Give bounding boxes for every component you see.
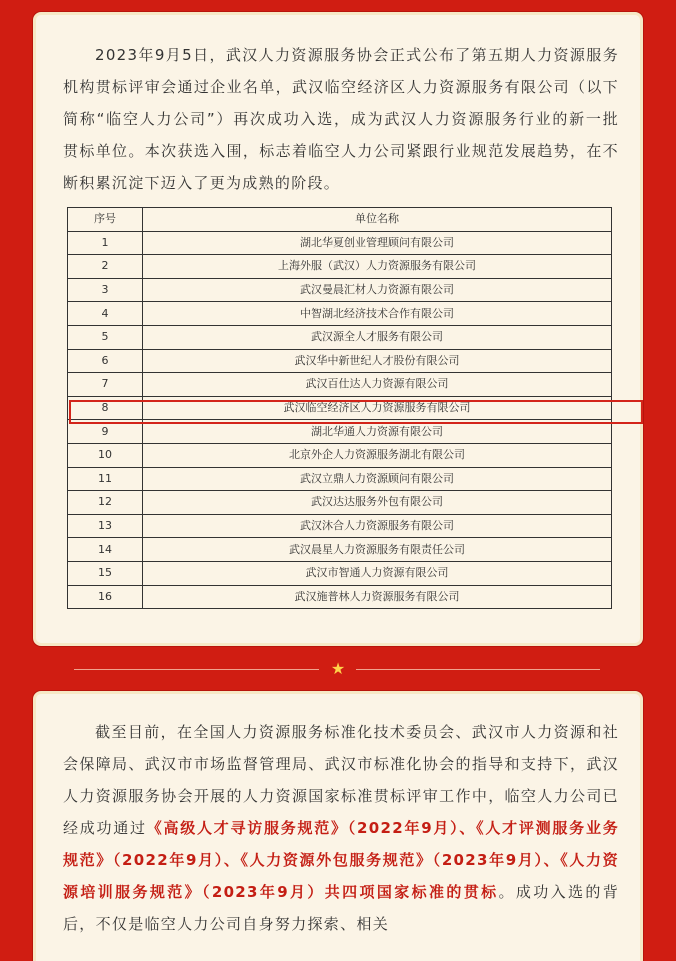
table-row	[68, 443, 612, 467]
row-serial-number: 7	[68, 373, 143, 397]
row-serial-number: 16	[68, 585, 143, 609]
table-row	[68, 231, 612, 255]
row-serial-number: 9	[68, 420, 143, 444]
row-company-name: 武汉临空经济区人力资源服务有限公司	[143, 396, 612, 420]
row-company-name: 上海外服（武汉）人力资源服务有限公司	[143, 255, 612, 279]
standards-card	[33, 691, 643, 961]
row-company-name: 武汉达达服务外包有限公司	[143, 491, 612, 515]
row-serial-number: 4	[68, 302, 143, 326]
table-row	[68, 302, 612, 326]
row-serial-number: 2	[68, 255, 143, 279]
row-company-name: 武汉立鼎人力资源顾问有限公司	[143, 467, 612, 491]
table-row	[68, 491, 612, 515]
row-company-name: 湖北华夏创业管理顾问有限公司	[143, 231, 612, 255]
table-row	[68, 373, 612, 397]
row-company-name: 武汉华中新世纪人才股份有限公司	[143, 349, 612, 373]
row-serial-number: 11	[68, 467, 143, 491]
standard-link-2: 《人才评测服务业务规范》（2022年9月）	[63, 819, 619, 869]
table-row	[68, 420, 612, 444]
star-icon: ★	[330, 659, 346, 678]
standard-link-4: 《人力资源培训服务规范》（2023年9月）共四项国家标准的贯标	[63, 851, 619, 901]
row-company-name: 武汉市智通人力资源有限公司	[143, 561, 612, 585]
row-serial-number: 14	[68, 538, 143, 562]
row-company-name: 武汉曼晨汇材人力资源有限公司	[143, 278, 612, 302]
table-header-row	[68, 208, 612, 232]
row-serial-number: 8	[68, 396, 143, 420]
table-row	[68, 349, 612, 373]
table-row	[68, 585, 612, 609]
row-serial-number: 13	[68, 514, 143, 538]
approved-companies-table	[67, 207, 612, 609]
row-serial-number: 12	[68, 491, 143, 515]
standard-link-3: 《人力资源外包服务规范》（2023年9月）	[240, 851, 544, 869]
header-company-name: 单位名称	[143, 208, 612, 232]
row-company-name: 北京外企人力资源服务湖北有限公司	[143, 443, 612, 467]
row-serial-number: 3	[68, 278, 143, 302]
table-row	[68, 538, 612, 562]
row-company-name: 武汉施普林人力资源服务有限公司	[143, 585, 612, 609]
row-serial-number: 10	[68, 443, 143, 467]
table-row	[68, 255, 612, 279]
intro-paragraph	[63, 39, 619, 199]
standard-separator-1: 、	[459, 819, 477, 837]
divider-line-left	[74, 669, 319, 670]
row-company-name: 中智湖北经济技术合作有限公司	[143, 302, 612, 326]
table-row	[68, 561, 612, 585]
approved-companies-table-wrap	[67, 207, 613, 609]
row-company-name: 湖北华通人力资源有限公司	[143, 420, 612, 444]
standards-lead-text: 截至目前，在全国人力资源服务标准化技术委员会、武汉市人力资源和社会保障局、武汉市市场监督管理局、武汉市标准化协会的指导和支持下，武汉人力资源服务协会开展的人力资源国家标准贯标评审工作中，临空人力公司已经成功通过	[63, 723, 619, 837]
row-company-name: 武汉晨星人力资源服务有限责任公司	[143, 538, 612, 562]
standards-tail-text: 。成功入选的背后，不仅是临空人力公司自身努力探索、相关	[63, 883, 619, 933]
standard-separator-3: 、	[543, 851, 561, 869]
row-company-name: 武汉沐合人力资源服务有限公司	[143, 514, 612, 538]
announcement-card	[33, 12, 643, 646]
table-body	[68, 231, 612, 609]
row-company-name: 武汉源全人才服务有限公司	[143, 325, 612, 349]
table-row	[68, 396, 612, 420]
row-serial-number: 6	[68, 349, 143, 373]
row-serial-number: 1	[68, 231, 143, 255]
header-serial-number: 序号	[68, 208, 143, 232]
intro-text: 2023年9月5日，武汉人力资源服务协会正式公布了第五期人力资源服务机构贯标评审会通过企业名单，武汉临空经济区人力资源服务有限公司（以下简称“临空人力公司”）再次成功入选，成为武汉人力资源服务行业的新一批贯标单位。本次获选入围，标志着临空人力公司紧跟行业规范发展趋势，在不断积累沉淀下迈入了更为成熟的阶段。	[63, 46, 619, 192]
row-company-name: 武汉百仕达人力资源有限公司	[143, 373, 612, 397]
standard-separator-2: 、	[223, 851, 241, 869]
row-serial-number: 5	[68, 325, 143, 349]
standard-link-1: 《高级人才寻访服务规范》（2022年9月）	[146, 819, 460, 837]
divider-line-right	[356, 669, 600, 670]
row-serial-number: 15	[68, 561, 143, 585]
standards-paragraph	[63, 716, 619, 940]
table-row	[68, 467, 612, 491]
table-row	[68, 514, 612, 538]
table-row	[68, 278, 612, 302]
table-row	[68, 325, 612, 349]
